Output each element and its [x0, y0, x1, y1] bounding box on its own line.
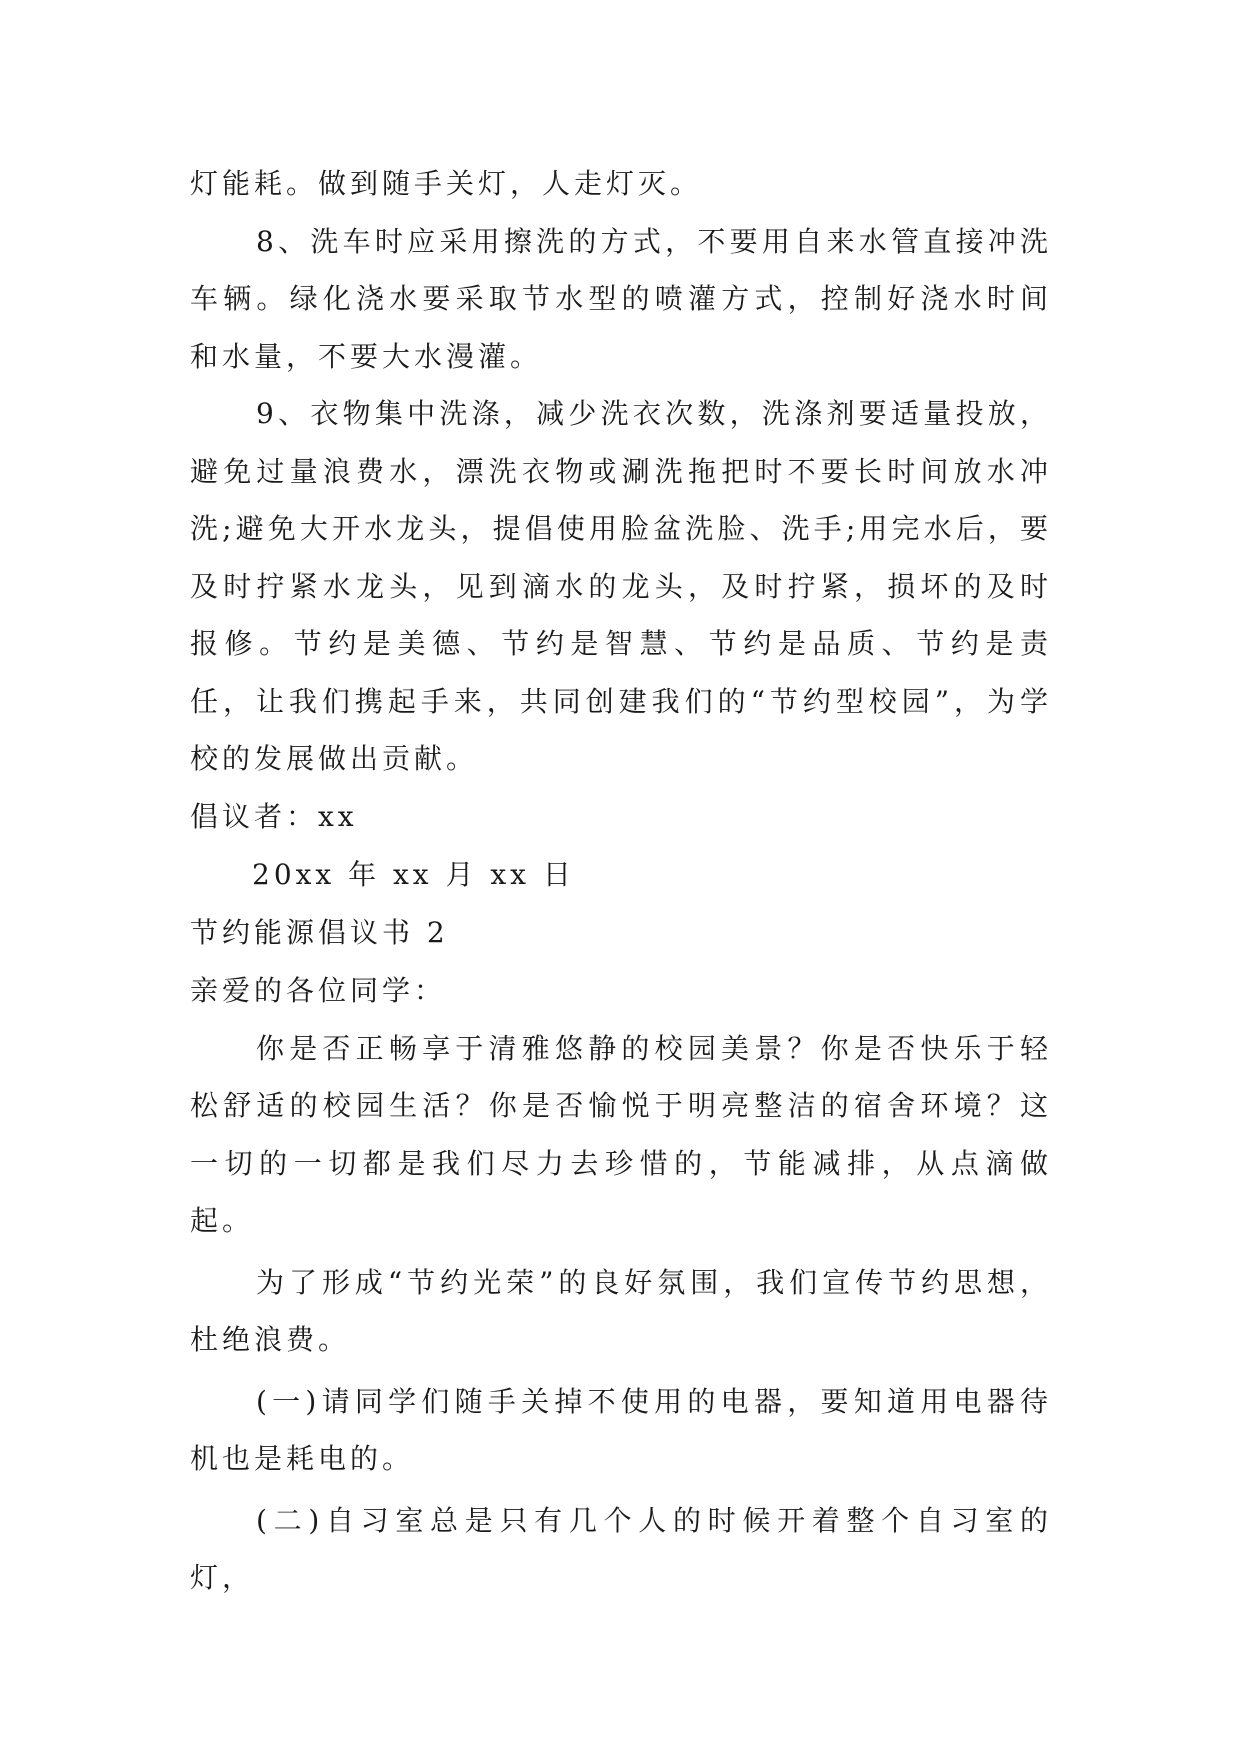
date-line: 20xx 年 xx 月 xx 日: [252, 857, 575, 891]
document-page: [190, 155, 1052, 1607]
paragraph-item-8: 8、洗车时应采用擦洗的方式，不要用自来水管直接冲洗车辆。绿化浇水要采取节水型的喷灌方式，控制好浇水时间和水量，不要大水漫灌。: [190, 224, 1052, 373]
greeting: 亲爱的各位同学：: [190, 973, 447, 1007]
section-title: 节约能源倡议书 2: [190, 915, 449, 949]
paragraph-point-1: (一)请同学们随手关掉不使用的电器，要知道用电器待机也是耗电的。: [190, 1384, 1052, 1475]
paragraph-purpose: 为了形成“节约光荣”的良好氛围，我们宣传节约思想，杜绝浪费。: [190, 1265, 1052, 1356]
paragraph-item-9: 9、衣物集中洗涤，减少洗衣次数，洗涤剂要适量投放，避免过量浪费水，漂洗衣物或涮洗拖把时不要长时间放水冲洗;避免大开水龙头，提倡使用脸盆洗脸、洗手;用完水后，要及时拧紧水龙头，见到滴水的龙头，及时拧紧，损坏的及时报修。节约是美德、节约是智慧、节约是品质、节约是责任，让我们携起手来，共同创建我们的“节约型校园”，为学校的发展做出贡献。: [190, 397, 1052, 775]
paragraph-intro: 你是否正畅享于清雅悠静的校园美景？你是否快乐于轻松舒适的校园生活？你是否愉悦于明亮整洁的宿舍环境？这一切的一切都是我们尽力去珍惜的，节能减排，从点滴做起。: [190, 1031, 1052, 1237]
paragraph-continuation: 灯能耗。做到随手关灯，人走灯灭。: [190, 167, 703, 200]
paragraph-point-2: (二)自习室总是只有几个人的时候开着整个自习室的灯，: [190, 1503, 1052, 1594]
signer-line: 倡议者：xx: [190, 799, 358, 833]
